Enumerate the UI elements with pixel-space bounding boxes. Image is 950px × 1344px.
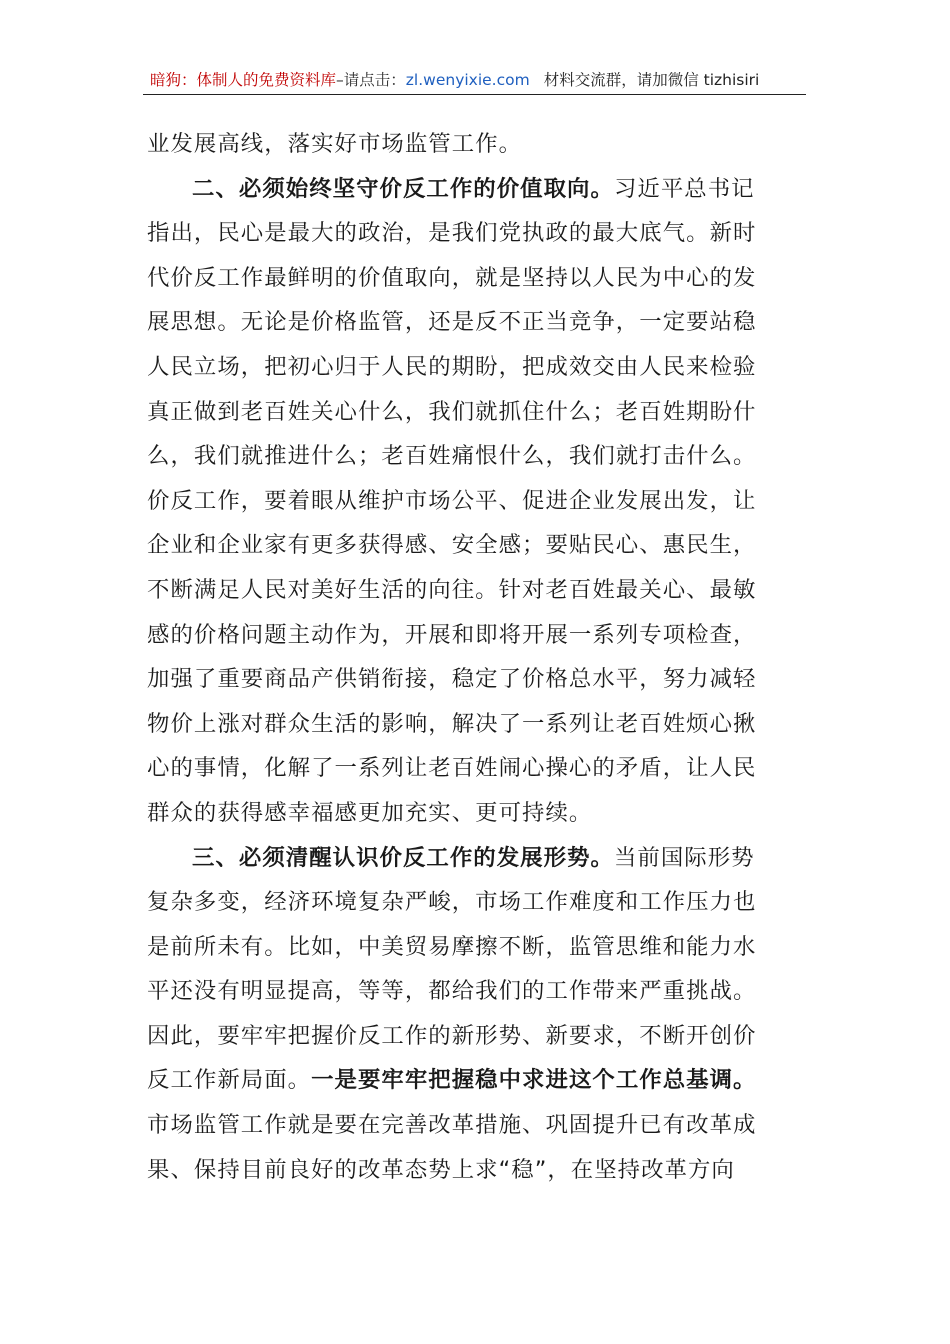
text-line	[147, 613, 807, 658]
line-text: 代价反工作最鲜明的价值取向，就是坚持以人民为中心的发	[147, 264, 757, 291]
line-text: 群众的获得感幸福感更加充实、更可持续。	[147, 799, 593, 826]
text-line	[147, 925, 807, 970]
header-url-link[interactable]: zl.wenyixie.com	[405, 71, 530, 89]
line-text: 心的事情，化解了一系列让老百姓闹心操心的矛盾，让人民	[147, 755, 757, 782]
text-line	[147, 300, 807, 345]
text-line	[147, 479, 807, 524]
line-text: 么，我们就推进什么；老百姓痛恨什么，我们就打击什么。	[147, 443, 757, 470]
line-text: 真正做到老百姓关心什么，我们就抓住什么；老百姓期盼什	[147, 398, 757, 425]
text-line	[147, 702, 807, 747]
bold-heading-text: 三、必须清醒认识价反工作的发展形势。	[192, 844, 614, 871]
bold-emphasis-text: 一是要牢牢把握稳中求进这个工作总基调。	[311, 1067, 757, 1094]
document-body	[147, 122, 807, 1192]
text-line	[147, 122, 807, 167]
text-line	[147, 211, 807, 256]
text-line	[147, 657, 807, 702]
text-line	[147, 1014, 807, 1059]
line-text: 因此，要牢牢把握价反工作的新形势、新要求，不断开创价	[147, 1022, 757, 1049]
header-click-prompt: –请点击：	[336, 71, 406, 89]
text-line	[147, 746, 807, 791]
page-header	[150, 68, 806, 92]
text-line	[147, 256, 807, 301]
line-text: 平还没有明显提高，等等，都给我们的工作带来严重挑战。	[147, 978, 757, 1005]
line-text: 人民立场，把初心归于人民的期盼，把成效交由人民来检验	[147, 353, 757, 380]
text-line	[147, 390, 807, 435]
bold-heading-text: 二、必须始终坚守价反工作的价值取向。	[192, 175, 614, 202]
text-line	[147, 969, 807, 1014]
header-brand: 暗狗：体制人的免费资料库	[150, 71, 337, 89]
line-text: 是前所未有。比如，中美贸易摩擦不断，监管思维和能力水	[147, 933, 757, 960]
line-text: 物价上涨对群众生活的影响，解决了一系列让老百姓烦心揪	[147, 710, 757, 737]
line-text: 感的价格问题主动作为，开展和即将开展一系列专项检查，	[147, 621, 757, 648]
text-line	[147, 1148, 807, 1193]
line-text: 习近平总书记	[613, 175, 755, 202]
text-line	[147, 568, 807, 613]
line-text: 业发展高线，落实好市场监管工作。	[147, 131, 523, 157]
header-wechat-note: 材料交流群，请加微信 tizhisiri	[543, 71, 760, 89]
line-text: 市场监管工作就是要在完善改革措施、巩固提升已有改革成	[147, 1112, 757, 1139]
text-line	[147, 434, 807, 479]
text-line	[147, 523, 807, 568]
line-text: 反工作新局面。	[147, 1067, 312, 1094]
text-line	[147, 1103, 807, 1148]
line-text: 果、保持目前良好的改革态势上求“稳”，在坚持改革方向	[147, 1156, 735, 1183]
text-line	[147, 345, 807, 390]
line-text: 企业和企业家有更多获得感、安全感；要贴民心、惠民生，	[147, 532, 757, 559]
text-line	[147, 167, 807, 212]
line-text: 加强了重要商品产供销衔接，稳定了价格总水平，努力减轻	[147, 666, 757, 693]
text-line	[147, 880, 807, 925]
line-text: 不断满足人民对美好生活的向往。针对老百姓最关心、最敏	[147, 576, 757, 603]
text-line	[147, 1058, 807, 1103]
line-text: 展思想。无论是价格监管，还是反不正当竞争，一定要站稳	[147, 309, 757, 336]
line-text: 价反工作，要着眼从维护市场公平、促进企业发展出发，让	[147, 487, 757, 514]
line-text: 指出，民心是最大的政治，是我们党执政的最大底气。新时	[147, 220, 757, 247]
text-line	[147, 836, 807, 881]
header-divider	[143, 94, 806, 95]
line-text: 当前国际形势	[613, 844, 755, 871]
line-text: 复杂多变，经济环境复杂严峻，市场工作难度和工作压力也	[147, 889, 757, 916]
text-line	[147, 791, 807, 836]
